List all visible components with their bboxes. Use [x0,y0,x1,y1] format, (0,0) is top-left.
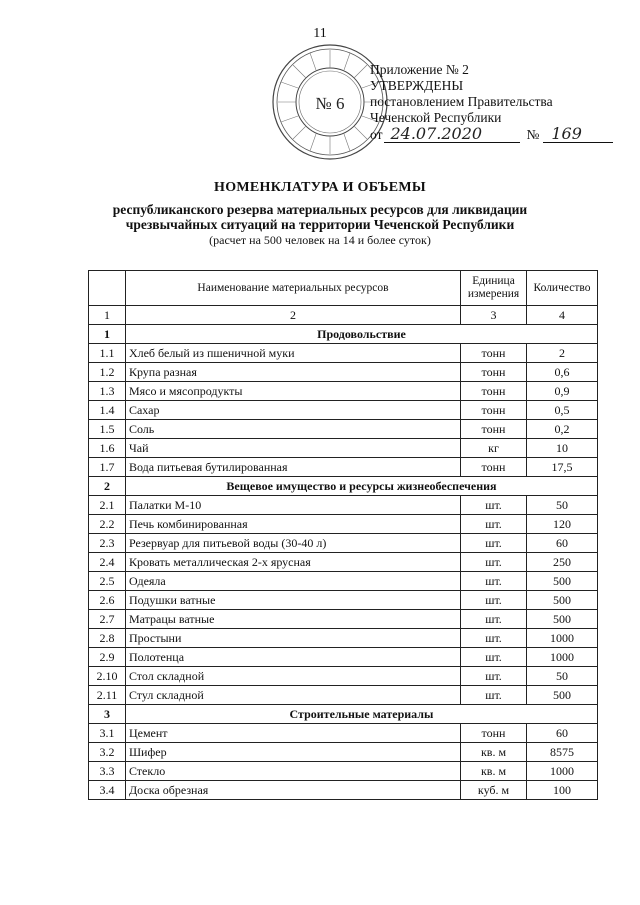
quantity: 500 [527,610,598,629]
resource-name: Чай [125,439,460,458]
resource-name: Шифер [125,743,460,762]
resources-table [88,270,598,800]
row-number: 2.6 [89,591,126,610]
row-number: 1.5 [89,420,126,439]
quantity: 8575 [527,743,598,762]
resource-name: Стекло [125,762,460,781]
unit-of-measure: шт. [461,572,527,591]
row-number: 3.3 [89,762,126,781]
row-number: 3.1 [89,724,126,743]
quantity: 100 [527,781,598,800]
row-number: 2.4 [89,553,126,572]
section-row [89,705,598,724]
resources-table-body [89,271,598,800]
row-number: 2.7 [89,610,126,629]
quantity: 500 [527,572,598,591]
quantity: 50 [527,496,598,515]
unit-of-measure: кг [461,439,527,458]
resource-name: Печь комбинированная [125,515,460,534]
quantity: 0,2 [527,420,598,439]
row-number: 2.11 [89,686,126,705]
table-row [89,496,598,515]
row-number: 3.2 [89,743,126,762]
table-row [89,686,598,705]
resource-name: Стул складной [125,686,460,705]
number-prefix: № [526,127,540,142]
section-number: 2 [89,477,126,496]
section-number: 1 [89,325,126,344]
unit-of-measure: кв. м [461,762,527,781]
document-subtitle-line2: чрезвычайных ситуаций на территории Чеченской Республики [125,217,515,232]
row-number: 2.2 [89,515,126,534]
resource-name: Сахар [125,401,460,420]
column-number-row [89,306,598,325]
page-number: 11 [313,26,327,41]
unit-of-measure: тонн [461,724,527,743]
unit-of-measure: шт. [461,496,527,515]
unit-of-measure: тонн [461,458,527,477]
table-row [89,610,598,629]
table-row [89,534,598,553]
quantity: 1000 [527,629,598,648]
table-row [89,458,598,477]
unit-of-measure: шт. [461,610,527,629]
quantity: 0,9 [527,382,598,401]
quantity: 500 [527,591,598,610]
unit-of-measure: тонн [461,363,527,382]
resource-name: Палатки М-10 [125,496,460,515]
table-row [89,401,598,420]
table-row [89,572,598,591]
quantity: 50 [527,667,598,686]
section-title: Вещевое имущество и ресурсы жизнеобеспечения [125,477,597,496]
row-number: 1.4 [89,401,126,420]
table-header-row [89,271,598,306]
row-number: 1.3 [89,382,126,401]
document-subtitle-line1: республиканского резерва материальных ресурсов для ликвидации [112,202,528,217]
unit-of-measure: тонн [461,420,527,439]
resource-name: Полотенца [125,648,460,667]
row-number: 1.6 [89,439,126,458]
unit-of-measure: шт. [461,534,527,553]
row-number: 2.5 [89,572,126,591]
table-row [89,363,598,382]
table-row [89,667,598,686]
unit-of-measure: куб. м [461,781,527,800]
approval-date: 24.07.2020 [384,126,520,143]
unit-of-measure: шт. [461,553,527,572]
resource-name: Резервуар для питьевой воды (30-40 л) [125,534,460,553]
unit-of-measure: тонн [461,382,527,401]
table-row [89,743,598,762]
date-prefix: от [370,127,383,142]
seal-number: № 6 [315,94,345,113]
table-row [89,648,598,667]
approved-by-line1: постановлением Правительства [370,94,553,109]
quantity: 500 [527,686,598,705]
table-row [89,553,598,572]
quantity: 10 [527,439,598,458]
unit-of-measure: шт. [461,648,527,667]
unit-of-measure: тонн [461,344,527,363]
row-number: 1.2 [89,363,126,382]
section-title: Продовольствие [125,325,597,344]
table-row [89,629,598,648]
row-number: 3.4 [89,781,126,800]
resource-name: Одеяла [125,572,460,591]
table-row [89,591,598,610]
row-number: 1.1 [89,344,126,363]
document-note: (расчет на 500 человек на 14 и более суток) [209,233,431,247]
unit-of-measure: тонн [461,401,527,420]
quantity: 1000 [527,648,598,667]
unit-of-measure: кв. м [461,743,527,762]
resource-name: Доска обрезная [125,781,460,800]
quantity: 2 [527,344,598,363]
resource-name: Простыни [125,629,460,648]
unit-of-measure: шт. [461,515,527,534]
resource-name: Крупа разная [125,363,460,382]
row-number: 2.8 [89,629,126,648]
resource-name: Матрацы ватные [125,610,460,629]
quantity: 17,5 [527,458,598,477]
table-row [89,724,598,743]
unit-of-measure: шт. [461,667,527,686]
approval-number: 169 [543,126,613,143]
approval-block [370,62,613,143]
unit-of-measure: шт. [461,591,527,610]
resource-name: Стол складной [125,667,460,686]
resource-name: Мясо и мясопродукты [125,382,460,401]
approved-label: УТВЕРЖДЕНЫ [370,78,464,93]
unit-of-measure: шт. [461,629,527,648]
table-row [89,781,598,800]
table-row [89,382,598,401]
table-row [89,420,598,439]
row-number: 2.10 [89,667,126,686]
quantity: 0,6 [527,363,598,382]
table-row [89,439,598,458]
resource-name: Цемент [125,724,460,743]
quantity: 60 [527,724,598,743]
row-number: 2.1 [89,496,126,515]
quantity: 120 [527,515,598,534]
appendix-label: Приложение № 2 [370,62,469,77]
resource-name: Кровать металлическая 2-х ярусная [125,553,460,572]
row-number: 2.3 [89,534,126,553]
column-number-cell: 4 [527,306,598,325]
column-number-cell: 2 [125,306,460,325]
column-number-cell: 1 [89,306,126,325]
quantity: 60 [527,534,598,553]
resource-name: Соль [125,420,460,439]
header-cell-unit: Единица измерения [461,271,527,306]
section-number: 3 [89,705,126,724]
quantity: 0,5 [527,401,598,420]
table-row [89,762,598,781]
row-number: 2.9 [89,648,126,667]
document-title-block [0,180,640,248]
row-number: 1.7 [89,458,126,477]
section-title: Строительные материалы [125,705,597,724]
header-cell-name: Наименование материальных ресурсов [125,271,460,306]
section-row [89,477,598,496]
table-row [89,515,598,534]
unit-of-measure: шт. [461,686,527,705]
resource-name: Вода питьевая бутилированная [125,458,460,477]
approved-by-line2: Чеченской Республики [370,110,502,125]
header-cell-num [89,271,126,306]
section-row [89,325,598,344]
resource-name: Хлеб белый из пшеничной муки [125,344,460,363]
quantity: 250 [527,553,598,572]
table-row [89,344,598,363]
document-title: НОМЕНКЛАТУРА И ОБЪЕМЫ [214,180,426,195]
column-number-cell: 3 [461,306,527,325]
header-cell-qty: Количество [527,271,598,306]
quantity: 1000 [527,762,598,781]
approval-date-line [370,126,613,143]
resource-name: Подушки ватные [125,591,460,610]
